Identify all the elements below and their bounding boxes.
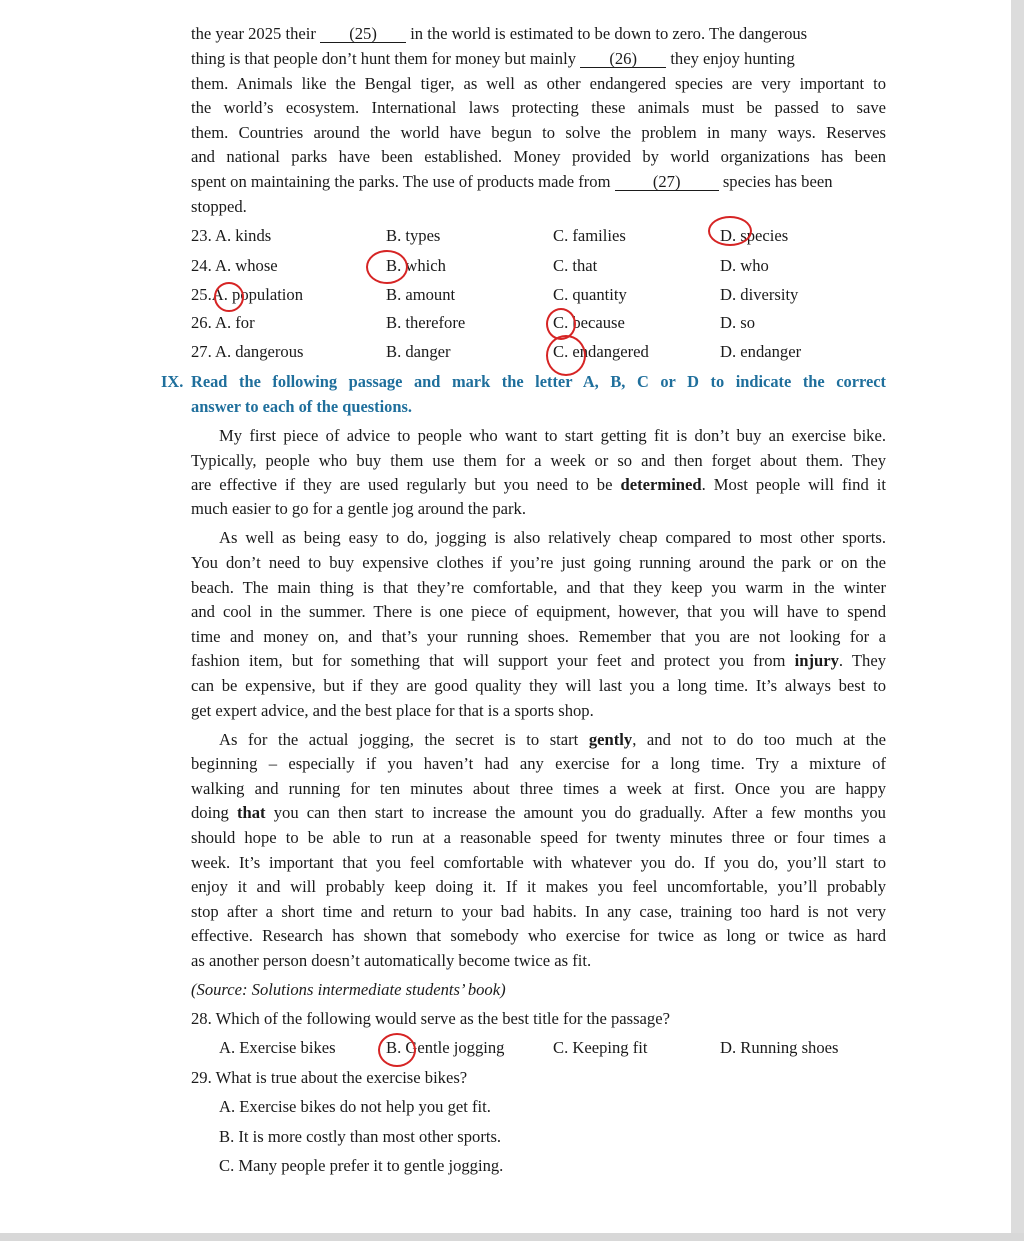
option-b[interactable]: B. therefore <box>386 313 466 332</box>
question-23 <box>191 226 271 246</box>
text-span: . They <box>838 651 886 670</box>
para1-line-3 <box>191 475 886 495</box>
text-span: in the world is estimated to be down to zero. The dangerous <box>410 24 808 43</box>
option-d[interactable]: D. endanger <box>720 342 802 361</box>
text-span: the year 2025 their <box>191 24 316 43</box>
para3-line-8: stop after a short time and return to your bad habits. In any case, training too hard is not very <box>191 902 886 921</box>
para2-line-4: and cool in the summer. There is one piece of equipment, however, that you will have to spend <box>191 602 886 621</box>
blank-25 <box>320 25 406 43</box>
question-number: 26. <box>191 313 212 332</box>
bold-word: determined <box>620 475 702 494</box>
page-edge-right <box>1011 0 1024 1241</box>
option-c[interactable]: C. quantity <box>553 285 627 304</box>
source-citation: (Source: Solutions intermediate students’ book) <box>191 980 506 999</box>
option-c[interactable]: C. families <box>553 226 626 245</box>
option-c[interactable]: C. endangered <box>553 342 649 361</box>
q29-option-b[interactable]: B. It is more costly than most other sports. <box>219 1127 502 1146</box>
answer-circle-27-c <box>546 335 586 376</box>
para3-line-7: enjoy it and will probably keep doing it. If it makes you feel uncomfortable, you’ll probably <box>191 877 886 896</box>
question-28: 28. Which of the following would serve as the best title for the passage? <box>191 1009 670 1028</box>
blank-label: (26) <box>609 49 637 68</box>
passage1-line-1 <box>191 24 886 44</box>
passage1-line-8: stopped. <box>191 197 247 216</box>
blank-26 <box>580 50 666 68</box>
para3-line-10: as another person doesn’t automatically become twice as fit. <box>191 951 592 970</box>
q29-option-a[interactable]: A. Exercise bikes do not help you get fit. <box>219 1097 491 1116</box>
text-span: you can then start to increase the amount you do gradually. After a few months you <box>273 803 886 822</box>
para1-line-2: Typically, people who buy them use them for a week or so and then forget about them. They <box>191 451 886 470</box>
answer-circle-23-d <box>708 216 752 246</box>
blank-27 <box>615 173 719 191</box>
q28-option-a[interactable]: A. Exercise bikes <box>219 1038 336 1057</box>
para3-line-4 <box>191 803 886 823</box>
para2-line-8: get expert advice, and the best place for that is a sports shop. <box>191 701 594 720</box>
passage1-line-4: the world’s ecosystem. International laws protecting these animals must be passed to save <box>191 98 886 117</box>
passage1-line-2 <box>191 49 886 69</box>
para2-line-2: You don’t need to buy expensive clothes if you’re just going running around the park or on the <box>191 553 886 572</box>
section-number: IX. <box>161 372 184 391</box>
bold-word: injury <box>794 651 839 670</box>
text-span: are effective if they are used regularly but you need to be <box>191 475 613 494</box>
passage1-line-3: them. Animals like the Bengal tiger, as well as other endangered species are very important to <box>191 74 886 93</box>
text-span: fashion item, but for something that will support your feet and protect you from <box>191 651 786 670</box>
option-c[interactable]: C. that <box>553 256 598 275</box>
option-d[interactable]: D. who <box>720 256 769 275</box>
passage1-line-6: and national parks have been established. Money provided by world organizations has been <box>191 147 886 166</box>
answer-circle-25-a <box>214 282 244 312</box>
option-c[interactable]: C. because <box>553 313 625 332</box>
text-span: . Most people will find it <box>701 475 886 494</box>
bold-word: that <box>236 803 266 822</box>
option-a[interactable]: A. whose <box>214 256 278 275</box>
question-26 <box>191 313 255 333</box>
option-b[interactable]: B. danger <box>386 342 451 361</box>
section-heading-line-1: Read the following passage and mark the letter A, B, C or D to indicate the correct <box>191 372 886 391</box>
text-span: thing is that people don’t hunt them for money but mainly <box>191 49 576 68</box>
option-a[interactable]: A. dangerous <box>214 342 304 361</box>
para3-line-5: should hope to be able to run at a reasonable speed for twenty minutes three or four times a <box>191 828 886 847</box>
para3-line-9: effective. Research has shown that somebody who exercise for twice as long or twice as hard <box>191 926 886 945</box>
para2-line-3: beach. The main thing is that they’re comfortable, and that they keep you warm in the winter <box>191 578 886 597</box>
option-a[interactable]: A. population <box>211 285 304 304</box>
para3-line-2: beginning – especially if you haven’t had any exercise for a long time. Try a mixture of <box>191 754 886 773</box>
para2-line-1: As well as being easy to do, jogging is also relatively cheap compared to most other sports. <box>219 528 886 547</box>
para2-line-5: time and money on, and that’s your running shoes. Remember that you are not looking for a <box>191 627 886 646</box>
option-d[interactable]: D. so <box>720 313 756 332</box>
text-span: they enjoy hunting <box>670 49 795 68</box>
text-span: species has been <box>722 172 833 191</box>
text-span: spent on maintaining the parks. The use of products made from <box>191 172 611 191</box>
question-27 <box>191 342 303 362</box>
q29-option-c[interactable]: C. Many people prefer it to gentle jogging. <box>219 1156 504 1175</box>
para3-line-1 <box>219 730 886 750</box>
option-b[interactable]: B. types <box>386 226 441 245</box>
question-number: 24. <box>191 256 212 275</box>
option-a[interactable]: A. for <box>214 313 255 332</box>
section-heading-line-2: answer to each of the questions. <box>191 397 412 416</box>
option-a[interactable]: A. kinds <box>214 226 272 245</box>
page-edge-bottom <box>0 1233 1024 1241</box>
answer-circle-24-b <box>366 250 408 284</box>
blank-label: (25) <box>349 24 377 43</box>
option-d[interactable]: D. diversity <box>720 285 799 304</box>
para2-line-7: can be expensive, but if they are good quality they will last you a long time. It’s always best to <box>191 676 886 695</box>
option-b[interactable]: B. which <box>386 256 446 275</box>
answer-circle-28-b <box>378 1033 416 1067</box>
text-span: doing <box>191 803 229 822</box>
q28-option-b[interactable]: B. Gentle jogging <box>386 1038 505 1057</box>
para2-line-6 <box>191 651 886 671</box>
q28-option-c[interactable]: C. Keeping fit <box>553 1038 648 1057</box>
para1-line-1: My first piece of advice to people who want to start getting fit is don’t buy an exercise bike. <box>219 426 886 445</box>
q28-option-d[interactable]: D. Running shoes <box>720 1038 839 1057</box>
text-span: As for the actual jogging, the secret is to start <box>219 730 579 749</box>
question-number: 27. <box>191 342 212 361</box>
question-24 <box>191 256 278 276</box>
question-25 <box>191 285 303 305</box>
para3-line-3: walking and running for ten minutes about three times a week at first. Once you are happy <box>191 779 886 798</box>
passage1-line-7 <box>191 172 886 192</box>
question-29: 29. What is true about the exercise bikes? <box>191 1068 468 1087</box>
bold-word: gently <box>588 730 633 749</box>
question-number: 23. <box>191 226 212 245</box>
option-b[interactable]: B. amount <box>386 285 456 304</box>
question-number: 25. <box>191 285 212 304</box>
passage1-line-5: them. Countries around the world have begun to solve the problem in many ways. Reserves <box>191 123 886 142</box>
text-span: , and not to do too much at the <box>632 730 886 749</box>
option-d[interactable]: D. species <box>720 226 789 245</box>
para1-line-4: much easier to go for a gentle jog around the park. <box>191 499 526 518</box>
para3-line-6: week. It’s important that you feel comfortable with whatever you do. If you do, you’ll start to <box>191 853 886 872</box>
blank-label: (27) <box>652 172 681 191</box>
